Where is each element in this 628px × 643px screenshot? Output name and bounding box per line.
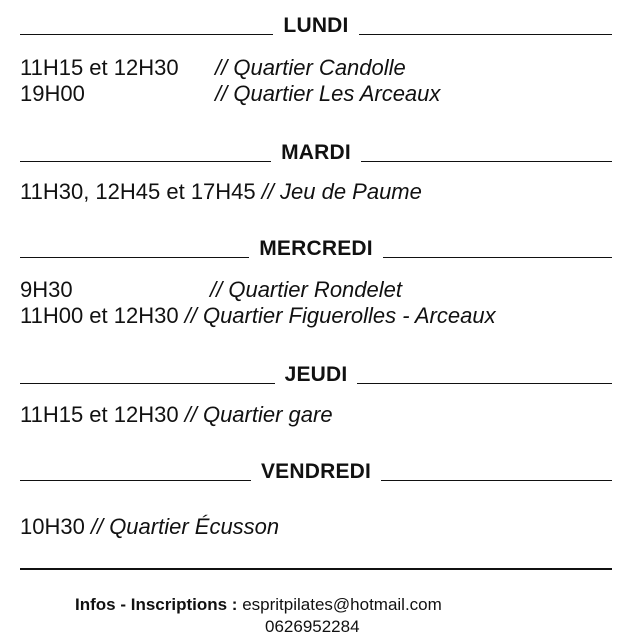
time-text: 11H15 et 12H30 (20, 402, 179, 427)
header-rule-right (357, 383, 612, 384)
header-rule-left (20, 383, 275, 384)
time-text: 19H00 (20, 81, 85, 106)
time-text: 10H30 (20, 514, 85, 539)
time-text: 9H30 (20, 277, 73, 302)
day-label: JEUDI (284, 363, 348, 386)
footer-label: Infos - Inscriptions : (75, 595, 238, 614)
place-text: // Jeu de Paume (262, 179, 422, 205)
place-text: // Quartier Les Arceaux (215, 81, 440, 107)
header-rule-left (20, 257, 249, 258)
time-text: 11H00 et 12H30 (20, 303, 179, 328)
header-rule-right (359, 34, 612, 35)
email-link[interactable]: espritpilates@hotmail.com (242, 595, 442, 614)
schedule-row (20, 277, 402, 303)
day-header-vendredi (20, 458, 612, 484)
schedule-row (20, 303, 496, 329)
place-text: // Quartier Écusson (91, 514, 279, 540)
place-text: // Quartier Candolle (215, 55, 406, 81)
schedule-row (20, 81, 440, 107)
place-text: // Quartier Rondelet (210, 277, 402, 303)
header-rule-right (361, 161, 612, 162)
day-label: MERCREDI (259, 237, 373, 260)
schedule-row (20, 514, 279, 540)
header-rule-right (383, 257, 612, 258)
bottom-divider (20, 568, 612, 570)
schedule-row (20, 402, 333, 428)
header-rule-left (20, 34, 273, 35)
day-header-mardi (20, 139, 612, 165)
phone-number[interactable]: 0626952284 (265, 617, 360, 636)
day-label: LUNDI (283, 14, 349, 37)
day-header-jeudi (20, 361, 612, 387)
time-text: 11H30, 12H45 et 17H45 (20, 179, 256, 204)
day-header-mercredi (20, 235, 612, 261)
header-rule-right (381, 480, 612, 481)
time-text: 11H15 et 12H30 (20, 55, 179, 80)
header-rule-left (20, 480, 251, 481)
header-rule-left (20, 161, 271, 162)
place-text: // Quartier gare (185, 402, 333, 428)
day-label: VENDREDI (260, 460, 372, 483)
schedule-row (20, 179, 422, 205)
day-header-lundi (20, 12, 612, 38)
place-text: // Quartier Figuerolles - Arceaux (185, 303, 496, 329)
day-label: MARDI (281, 141, 351, 164)
contact-footer (75, 594, 442, 636)
schedule-row (20, 55, 406, 81)
